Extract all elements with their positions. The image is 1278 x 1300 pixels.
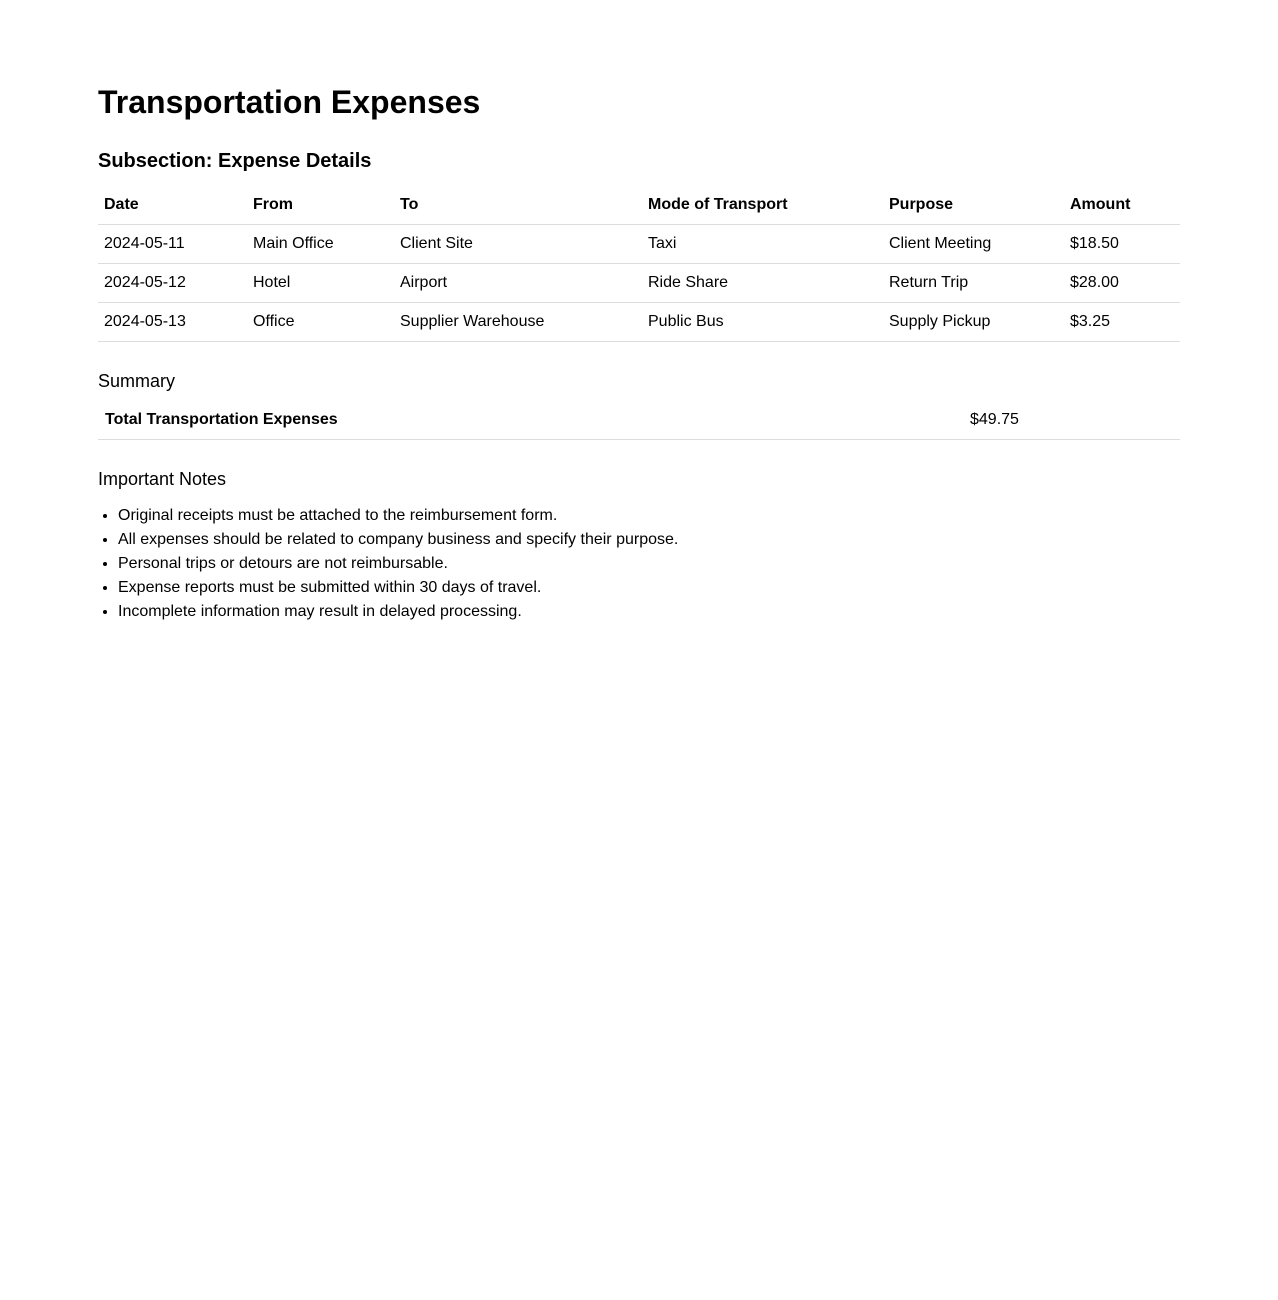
list-item: • Original receipts must be attached to the reimbursement form. — [118, 504, 678, 528]
notes-list — [98, 504, 678, 624]
cell-to: Airport — [394, 264, 642, 303]
cell-amount: $3.25 — [1064, 303, 1180, 342]
cell-date: 2024-05-11 — [98, 225, 247, 264]
cell-to: Client Site — [394, 225, 642, 264]
header-date: Date — [98, 186, 247, 225]
cell-purpose: Return Trip — [883, 264, 1064, 303]
expense-details-table — [98, 186, 1180, 342]
header-to: To — [394, 186, 642, 225]
list-item: • All expenses should be related to company business and specify their purpose. — [118, 528, 678, 552]
summary-row — [98, 401, 1180, 440]
cell-mode: Ride Share — [642, 264, 883, 303]
header-amount: Amount — [1064, 186, 1180, 225]
table-row — [98, 264, 1180, 303]
cell-amount: $28.00 — [1064, 264, 1180, 303]
table-row — [98, 303, 1180, 342]
table-header-row — [98, 186, 1180, 225]
cell-to: Supplier Warehouse — [394, 303, 642, 342]
table-row — [98, 225, 1180, 264]
page-title: Transportation Expenses — [98, 84, 481, 120]
subsection-title: Subsection: Expense Details — [98, 150, 372, 172]
cell-from: Main Office — [247, 225, 394, 264]
cell-mode: Taxi — [642, 225, 883, 264]
cell-from: Hotel — [247, 264, 394, 303]
list-item: • Personal trips or detours are not reimbursable. — [118, 552, 678, 576]
list-item: • Expense reports must be submitted within 30 days of travel. — [118, 576, 678, 600]
summary-table — [98, 401, 1180, 440]
header-from: From — [247, 186, 394, 225]
header-mode-of-transport: Mode of Transport — [642, 186, 883, 225]
cell-purpose: Supply Pickup — [883, 303, 1064, 342]
total-value: $49.75 — [963, 401, 1180, 440]
cell-mode: Public Bus — [642, 303, 883, 342]
notes-title: Important Notes — [98, 469, 227, 489]
cell-purpose: Client Meeting — [883, 225, 1064, 264]
cell-amount: $18.50 — [1064, 225, 1180, 264]
header-purpose: Purpose — [883, 186, 1064, 225]
total-label: Total Transportation Expenses — [98, 401, 963, 440]
cell-from: Office — [247, 303, 394, 342]
summary-title: Summary — [98, 371, 176, 391]
cell-date: 2024-05-12 — [98, 264, 247, 303]
cell-date: 2024-05-13 — [98, 303, 247, 342]
list-item: • Incomplete information may result in delayed processing. — [118, 600, 678, 624]
